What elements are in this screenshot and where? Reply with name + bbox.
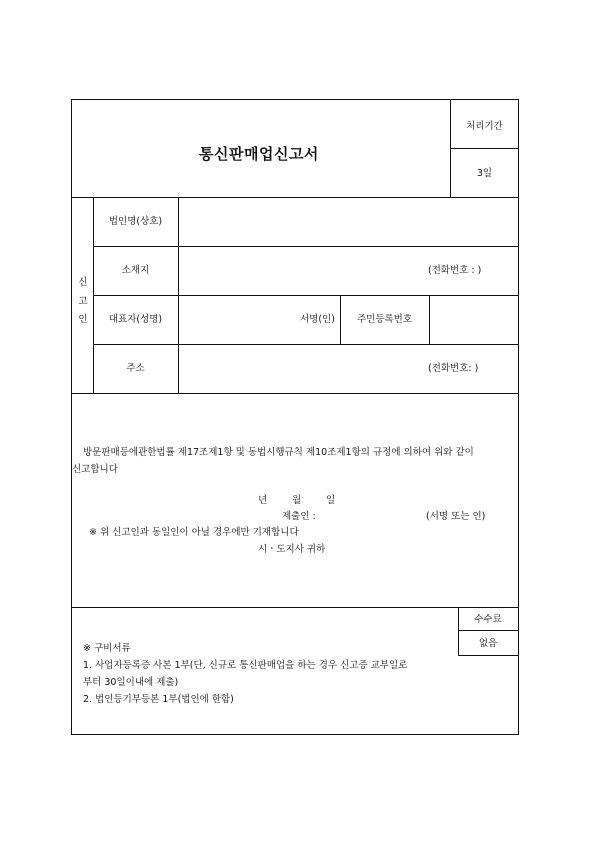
fee-label: 수수료 [474,614,502,625]
date-month: 월 [292,495,302,506]
submitter-label: 제출인 : [282,511,316,522]
divider [458,630,518,631]
required-doc-1-line-2: 부터 30일이내에 제출) [83,677,179,688]
addressee: 시ㆍ도지사 귀하 [258,544,326,555]
address-label: 주소 [126,363,145,374]
submitter-sign: (서명 또는 인) [426,511,486,522]
resident-number-label: 주민등록번호 [356,314,413,325]
required-doc-1-line-1: 1. 사업자등록증 사본 1부(단, 신규로 통신판매업을 하는 경우 신고증 교부일로 [83,660,408,671]
reporter-side-label: 신 고 인 [78,277,88,325]
date-year: 년 [258,495,268,506]
note: ※ 위 신고인과 동일인이 아닐 경우에만 기재합니다 [89,527,299,538]
report-form [71,99,519,735]
signature-label: 서명(인) [300,314,335,325]
address-phone: (전화번호: ) [428,363,479,374]
required-doc-2: 2. 법인등기부등본 1부(법인에 한함) [83,694,234,705]
submitter-field[interactable] [322,508,422,524]
processing-period-label: 처리기간 [466,121,503,132]
location-label: 소재지 [121,265,150,276]
corporate-name-field[interactable] [179,198,518,245]
statement-line-1: 방문판매등에관한법률 제17조제1항 및 동법시행규칙 제10조제1항의 규정에 의하여 위와 같이 [83,447,474,458]
form-title: 통신판매업신고서 [199,145,319,163]
processing-period-value: 3일 [476,168,493,179]
statement-line-2: 신고합니다 [72,464,118,475]
divider [72,393,518,394]
fee-value: 없음 [478,638,498,649]
date-day: 일 [326,495,336,506]
resident-number-field[interactable] [430,296,518,343]
divider [450,148,519,149]
representative-label: 대표자(성명) [108,314,163,325]
required-docs-title: ※ 구비서류 [83,643,131,654]
divider [72,607,518,608]
divider [458,655,518,656]
location-phone: (전화번호 : ) [428,265,482,276]
corporate-name-label: 법인명(상호) [108,216,163,227]
